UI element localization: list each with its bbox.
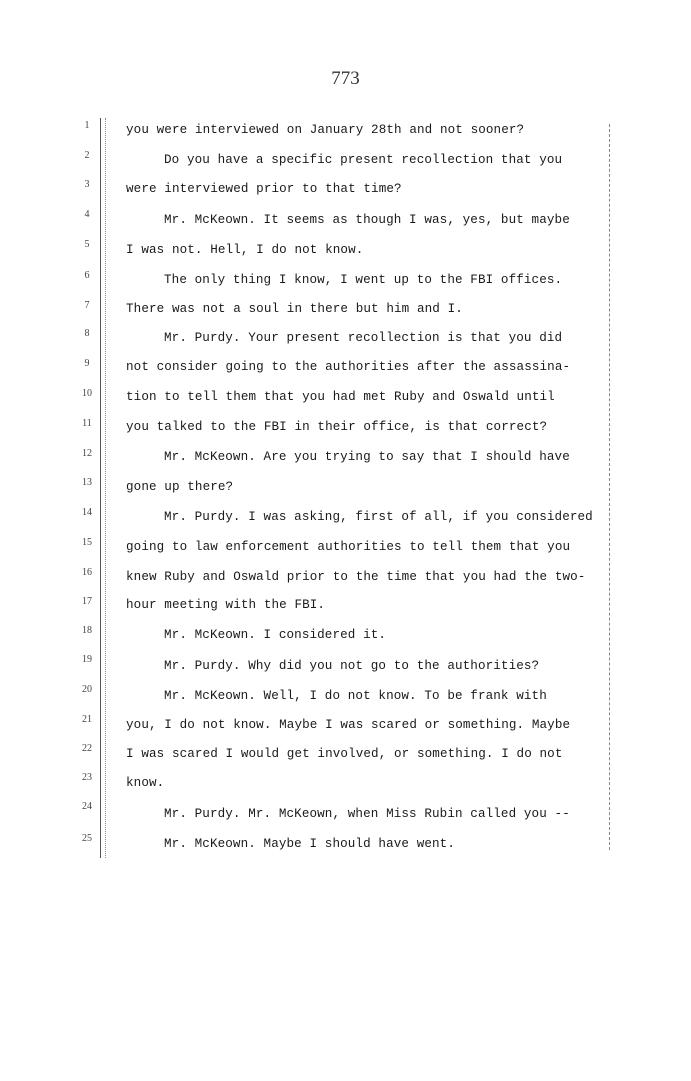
page-number: 773 [331,68,360,89]
transcript-line: you, I do not know. Maybe I was scared or something. Maybe [126,718,571,732]
line-number: 18 [82,625,92,636]
transcript-line: you talked to the FBI in their office, is that correct? [126,420,548,434]
left-margin-rule [100,118,106,858]
line-number: 11 [82,418,92,429]
line-number: 2 [84,150,90,161]
transcript-line: you were interviewed on January 28th and not sooner? [126,123,525,137]
line-number: 23 [82,772,92,783]
line-number: 9 [84,358,90,369]
transcript-line: Mr. Purdy. Your present recollection is that you did [164,331,563,345]
line-number: 10 [82,388,92,399]
line-number: 16 [82,567,92,578]
line-number: 13 [82,477,92,488]
line-number: 19 [82,654,92,665]
transcript-line: going to law enforcement authorities to tell them that you [126,540,571,554]
line-number: 8 [84,328,90,339]
transcript-line: Mr. McKeown. Maybe I should have went. [164,837,455,851]
line-number: 7 [84,300,90,311]
transcript-line: Mr. McKeown. I considered it. [164,628,387,642]
transcript-line: gone up there? [126,480,234,494]
line-number: 4 [84,209,90,220]
transcript-line: Do you have a specific present recollection that you [164,153,563,167]
line-number: 1 [84,120,90,131]
transcript-line: The only thing I know, I went up to the FBI offices. [164,273,563,287]
transcript-line: tion to tell them that you had met Ruby and Oswald until [126,390,555,404]
line-number: 20 [82,684,92,695]
transcript-line: Mr. Purdy. I was asking, first of all, if you considered [164,510,593,524]
transcript-line: hour meeting with the FBI. [126,598,326,612]
line-number: 22 [82,743,92,754]
transcript-line: Mr. McKeown. It seems as though I was, yes, but maybe [164,213,570,227]
transcript-line: There was not a soul in there but him and I. [126,302,463,316]
transcript-line: Mr. McKeown. Are you trying to say that I should have [164,450,570,464]
transcript-line: I was scared I would get involved, or something. I do not [126,747,563,761]
transcript-line: Mr. Purdy. Why did you not go to the authorities? [164,659,540,673]
transcript-line: not consider going to the authorities after the assassina- [126,360,571,374]
transcript-line: I was not. Hell, I do not know. [126,243,364,257]
line-number: 5 [84,239,90,250]
line-number: 25 [82,833,92,844]
transcript-line: were interviewed prior to that time? [126,182,402,196]
line-number: 6 [84,270,90,281]
transcript-line: Mr. McKeown. Well, I do not know. To be frank with [164,689,547,703]
line-number: 14 [82,507,92,518]
transcript-line: know. [126,776,165,790]
transcript-line: Mr. Purdy. Mr. McKeown, when Miss Rubin called you -- [164,807,570,821]
transcript-line: knew Ruby and Oswald prior to the time that you had the two- [126,570,586,584]
line-number: 15 [82,537,92,548]
line-number: 24 [82,801,92,812]
line-number: 21 [82,714,92,725]
line-number: 17 [82,596,92,607]
line-number: 12 [82,448,92,459]
line-number: 3 [84,179,90,190]
